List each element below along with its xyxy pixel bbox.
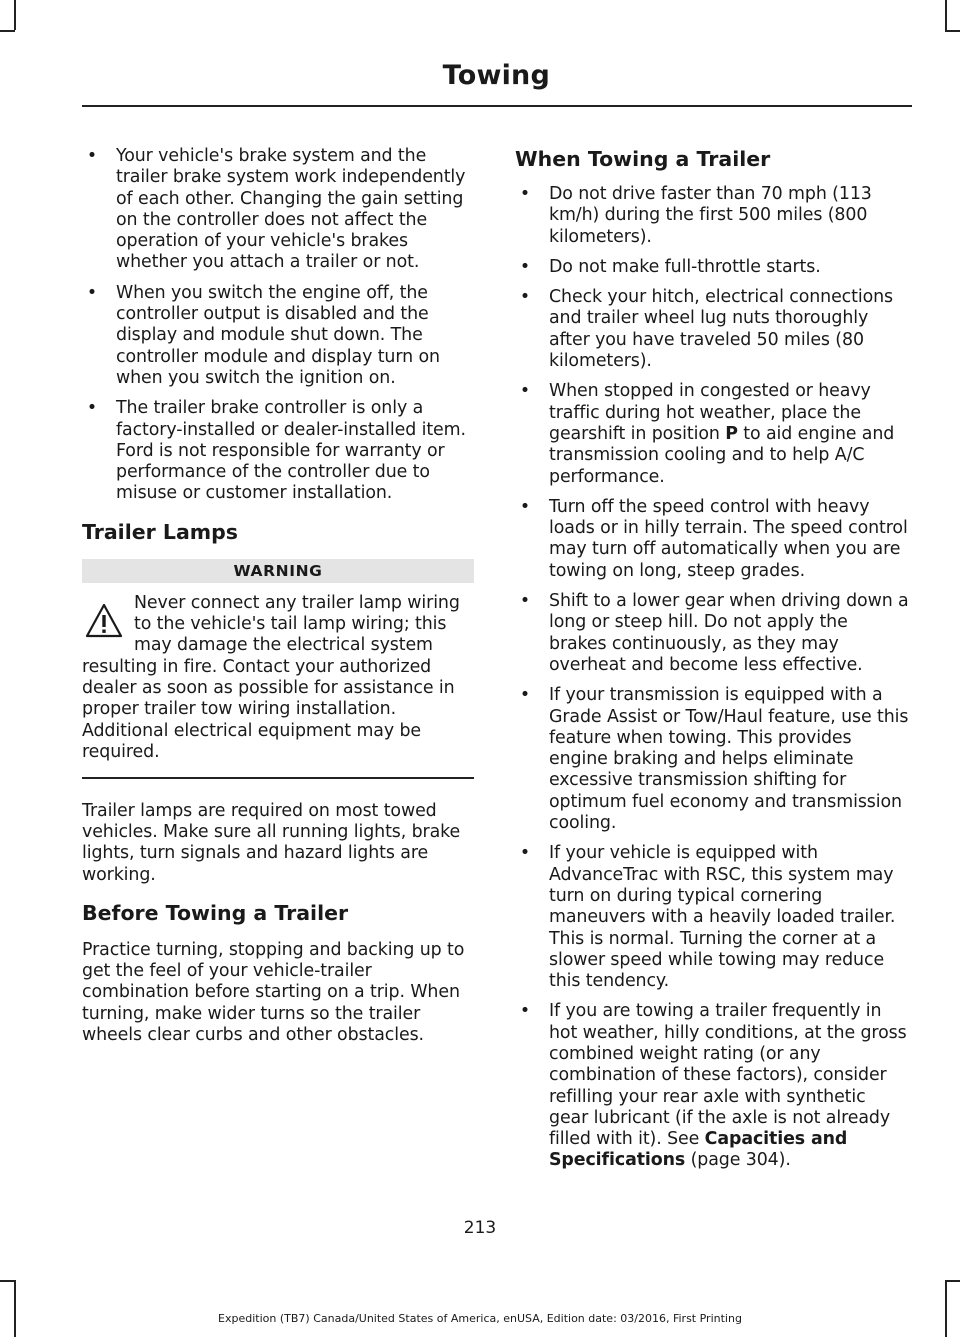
gearshift-position: P [725,423,738,444]
warning-text: Never connect any trailer lamp wiring to the vehicle's tail lamp wiring; this may damage the electrical system resulting in fire. Contact your authorized dealer as soon as possible for assistance in proper trailer tow wiring installation. Additional electrical equipment may be required. [82,592,460,762]
list-item-text: If your transmission is equipped with a Grade Assist or Tow/Haul feature, use this feature when towing. This provides engine braking and helps eliminate excessive transmission shifting for optimum fuel economy and transmission cooling. [549,685,909,834]
list-item-text: If you are towing a trailer frequently in hot weather, hilly conditions, at the gross combined weight rating (or any combination of these factors), consider refilling your rear axle with synthetic gear lubricant (if the axle is not already filled with it). See [549,1001,907,1150]
crop-mark [945,0,947,30]
section-heading-before-towing: Before Towing a Trailer [82,900,349,925]
warning-box [82,593,474,763]
bullet-icon: • [86,146,98,166]
list-item-text: Check your hitch, electrical connections and trailer wheel lug nuts thoroughly after you have traveled 50 miles (80 kilometers). [549,287,894,372]
page-number: 213 [463,1218,497,1238]
list-item [515,257,909,278]
crop-mark [945,1280,947,1337]
list-item [82,398,474,504]
list-item [82,146,474,274]
edition-footer: Expedition (TB7) Canada/United States of America, enUSA, Edition date: 03/2016, First Printing [218,1312,742,1325]
warning-divider [82,777,474,779]
list-item [515,685,909,834]
page-header-title: Towing [442,60,550,91]
list-item-text: If your vehicle is equipped with AdvanceTrac with RSC, this system may turn on during typical cornering maneuvers with a heavily loaded trailer. This is normal. Turning the corner at a slower speed while towing may reduce this tendency. [549,843,896,992]
list-item [82,283,474,389]
list-item-text: Your vehicle's brake system and the trailer brake system work independently of each other. Changing the gain setting on the controller does not affect the operation of your vehicle's brakes whether you attach a trailer or not. [116,146,466,273]
warning-triangle-icon [84,601,124,641]
list-item [515,184,909,248]
bullet-icon: • [519,256,531,277]
bullet-icon: • [86,282,98,303]
bullet-icon: • [519,685,531,706]
list-item-text: Turn off the speed control with heavy loads or in hilly terrain. The speed control may turn off automatically when you are towing on long, steep grades. [549,496,908,581]
list-item [515,381,909,487]
bullet-icon: • [519,184,531,204]
list-item-text: Do not drive faster than 70 mph (113 km/h) during the first 500 miles (800 kilometers). [549,184,872,247]
bullet-icon: • [519,591,531,612]
list-item [515,1001,909,1171]
crop-mark [14,1280,16,1337]
list-item [515,287,909,372]
list-item-text: When stopped in congested or heavy traffic during hot weather, place the gearshift in position [549,381,871,444]
list-item [515,497,909,582]
bullet-icon: • [519,496,531,517]
bullet-icon: • [519,381,531,402]
capacities-reference-link[interactable]: Capacities and Specifications [549,1129,848,1171]
crop-mark [945,1280,960,1282]
crop-mark [14,0,16,30]
list-item-text: (page 304). [685,1150,791,1171]
section-heading-when-towing: When Towing a Trailer [515,147,771,171]
section-heading-trailer-lamps: Trailer Lamps [82,519,239,544]
trailer-lamps-paragraph: Trailer lamps are required on most towed vehicles. Make sure all running lights, brake lights, turn signals and hazard lights are working. [82,800,461,885]
crop-mark [0,30,15,32]
list-item-text: to aid engine and transmission cooling and to help A/C performance. [549,423,895,487]
warning-banner: WARNING [82,559,474,583]
list-item-text: Do not make full-throttle starts. [549,256,821,277]
bullet-icon: • [519,287,531,308]
left-column [82,146,474,1046]
list-item [515,843,909,992]
crop-mark [0,1280,15,1282]
bullet-icon: • [519,1001,531,1022]
list-item [515,591,909,676]
towing-tips-list [515,184,909,1172]
list-item-text: When you switch the engine off, the controller output is disabled and the display and module shut down. The controller module and display turn on when you switch the ignition on. [116,282,440,388]
brake-controller-list [82,146,474,505]
header-divider [82,105,912,107]
before-towing-paragraph: Practice turning, stopping and backing up to get the feel of your vehicle-trailer combination before starting on a trip. When turning, make wider turns so the trailer wheels clear curbs and other obstacles. [82,939,465,1045]
crop-mark [945,30,960,32]
bullet-icon: • [86,398,98,419]
bullet-icon: • [519,843,531,864]
list-item-text: Shift to a lower gear when driving down a long or steep hill. Do not apply the brakes continuously, as they may overheat and become less effective. [549,591,909,675]
right-column [515,146,909,1181]
list-item-text: The trailer brake controller is only a factory-installed or dealer-installed item. Ford is not responsible for warranty or performance of the controller due to misuse or customer installation. [116,398,466,504]
